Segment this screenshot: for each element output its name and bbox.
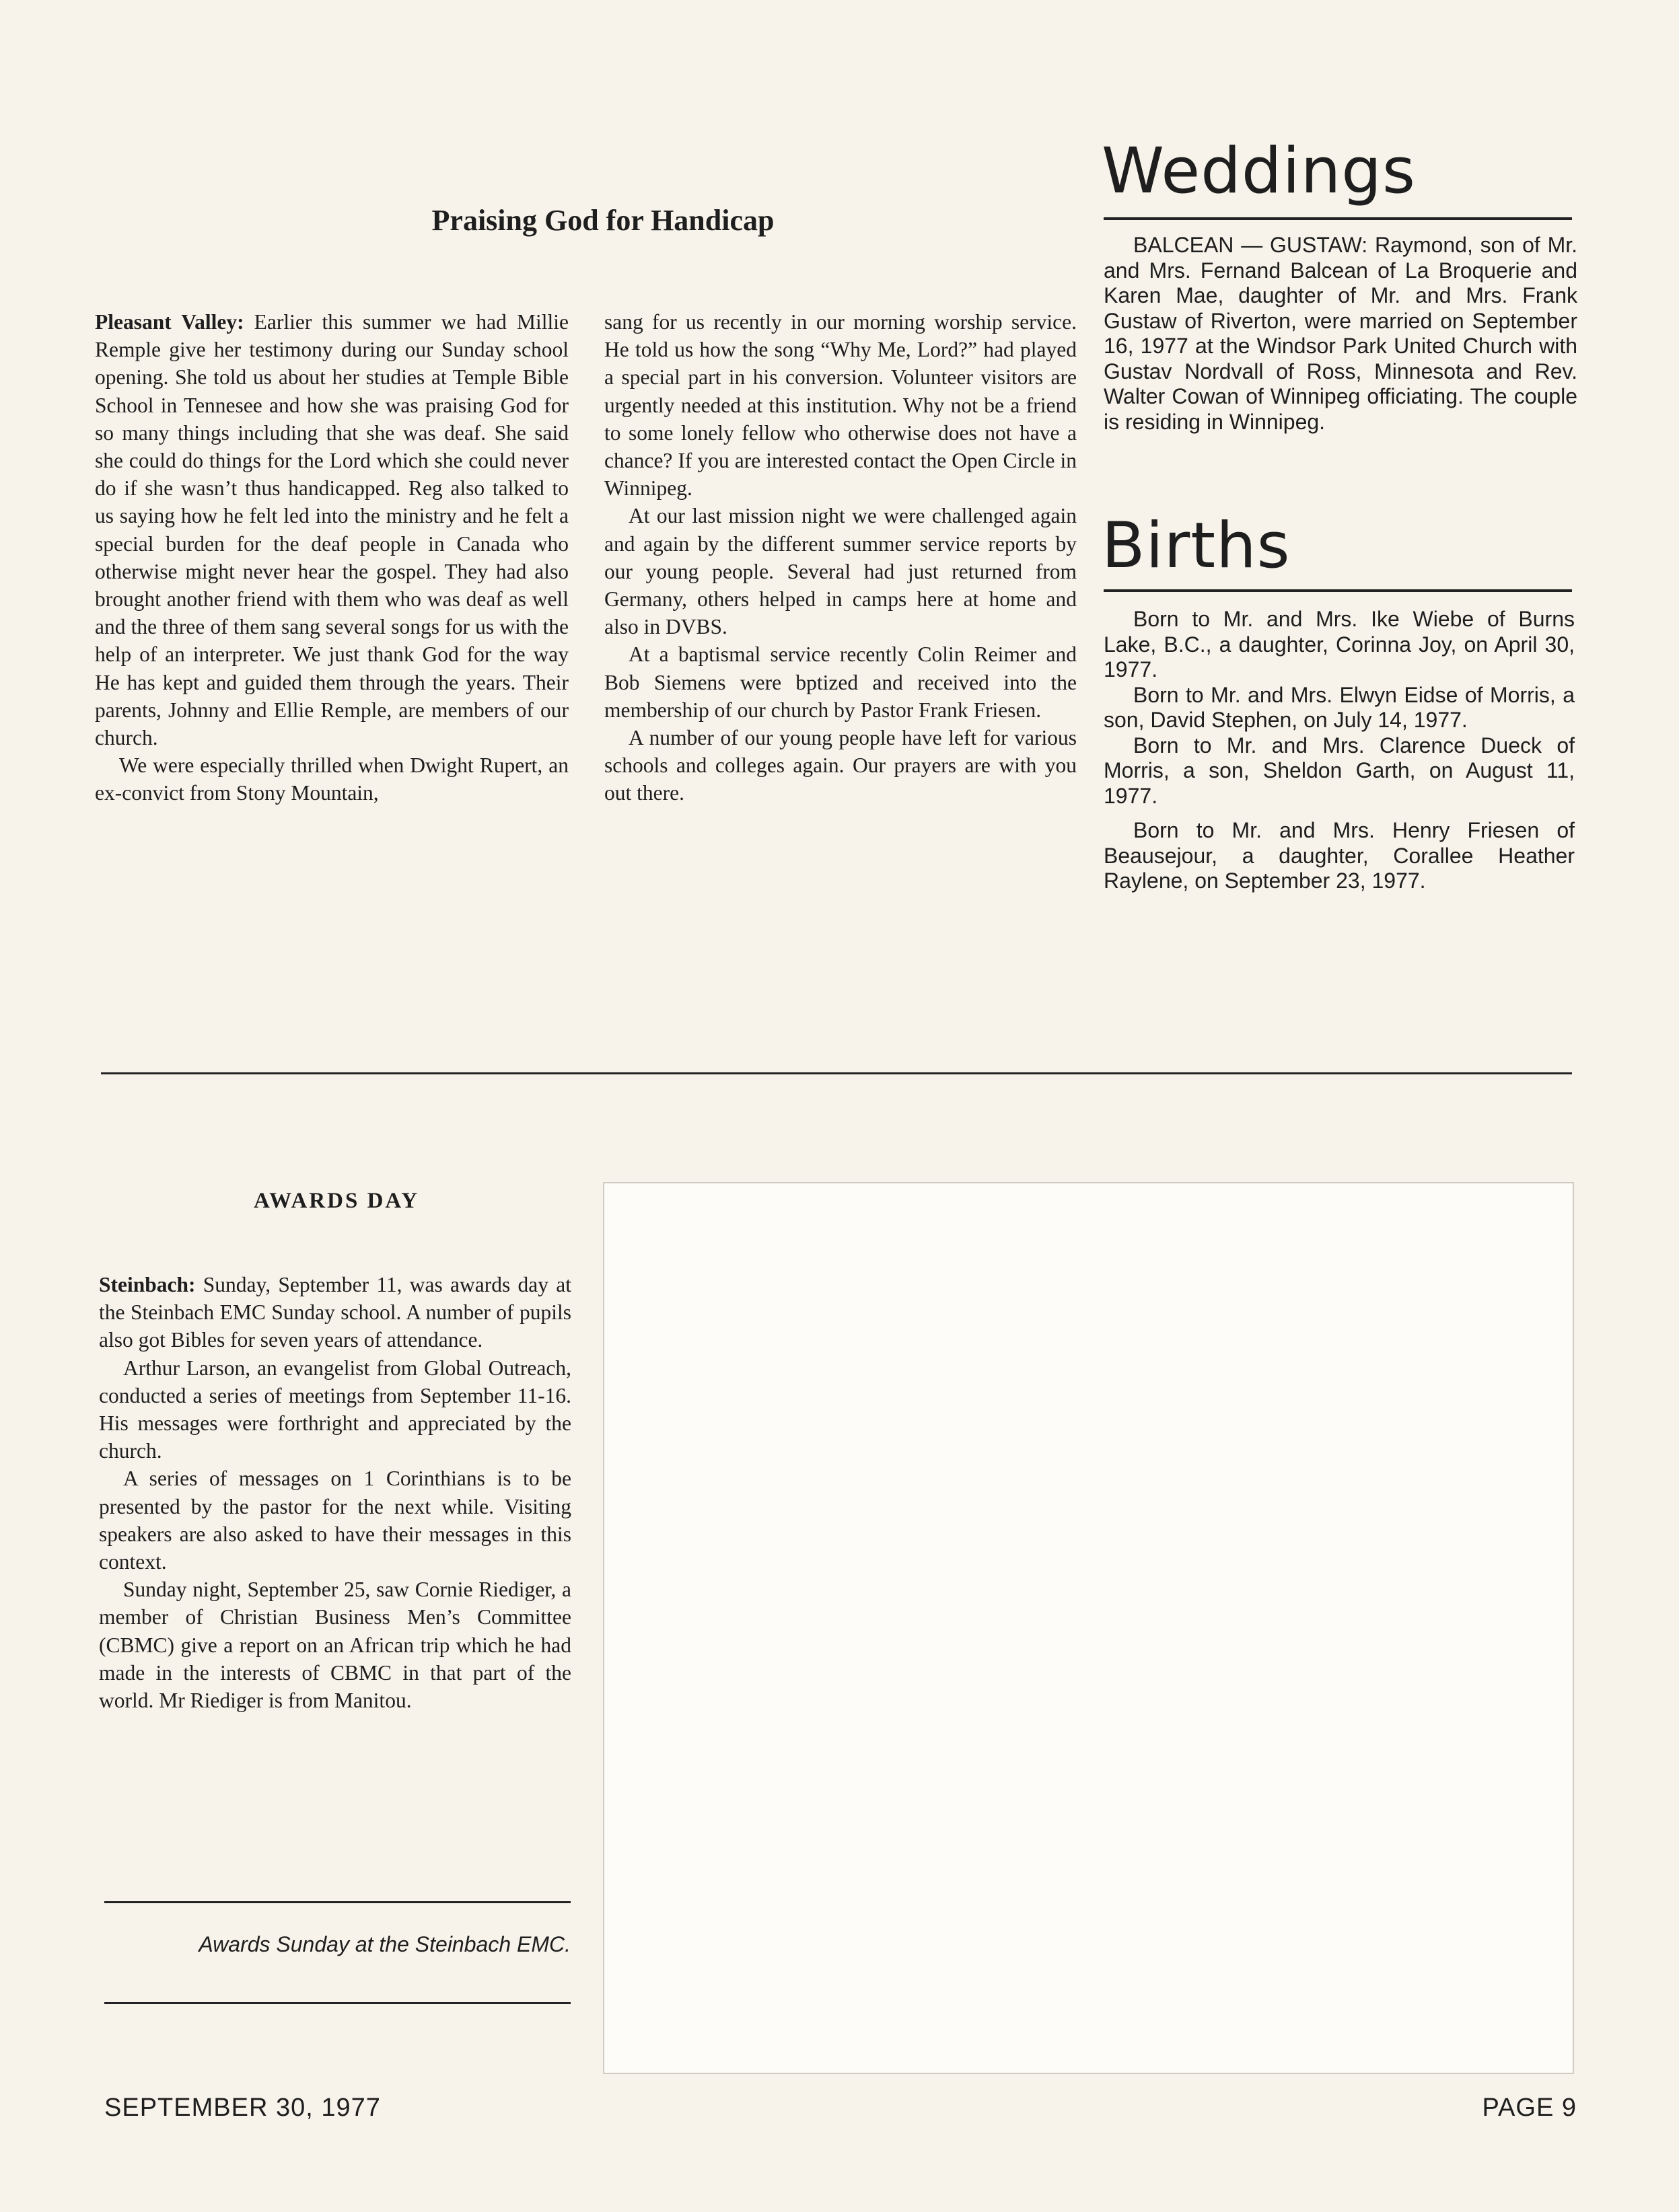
section-divider	[1104, 217, 1572, 220]
caption-rule	[104, 2002, 571, 2004]
paragraph-text: Sunday, September 11, was awards day at the Steinbach EMC Sunday school. A number of pupils also got Bibles for seven years of attendance.	[99, 1273, 571, 1352]
section-heading-weddings: Weddings	[1102, 135, 1416, 208]
dateline-location: Steinbach:	[99, 1273, 196, 1296]
dateline-location: Pleasant Valley:	[95, 310, 244, 334]
article-paragraph: At a baptismal service recently Colin Reimer and Bob Siemens were bptized and received into the membership of our church by Pastor Frank Friesen.	[604, 642, 1077, 722]
wedding-announcement	[1104, 233, 1577, 435]
article-paragraph: We were especially thrilled when Dwight Rupert, an ex-convict from Stony Mountain,	[95, 753, 569, 805]
page-divider	[101, 1072, 1572, 1074]
section-divider	[1104, 589, 1572, 592]
article-paragraph: A number of our young people have left for various schools and colleges again. Our prayers are with you out there.	[604, 726, 1077, 805]
article-paragraph: sang for us recently in our morning worship service. He told us how the song “Why Me, Lord?” had played a special part in his conversion. Volunteer visitors are urgently needed at this institution. Why not be a friend to some lonely fellow who otherwise does not have a chance? If you are interested contact the Open Circle in Winnipeg.	[604, 310, 1077, 501]
article-paragraph: Arthur Larson, an evangelist from Global Outreach, conducted a series of meetings from September 11-16. His messages were forthright and appreciated by the church.	[99, 1356, 571, 1463]
article-title-awards: AWARDS DAY	[253, 1189, 420, 1213]
article-paragraph: Sunday night, September 25, saw Cornie Riediger, a member of Christian Business Men’s Committee (CBMC) give a report on an African trip which he had made in the interests of CBMC in that part of the world. Mr Riediger is from Manitou.	[99, 1578, 571, 1713]
footer-date: SEPTEMBER 30, 1977	[104, 2094, 381, 2122]
article-paragraph: At our last mission night we were challenged again and again by the different summer service reports by our young people. Several had just returned from Germany, others helped in camps here at home and also in DVBS.	[604, 504, 1077, 639]
section-heading-births: Births	[1102, 509, 1291, 583]
article-column-1	[95, 308, 569, 807]
article-paragraph	[99, 1271, 571, 1354]
article-column-2	[604, 308, 1077, 807]
birth-item: Born to Mr. and Mrs. Henry Friesen of Beausejour, a daughter, Corallee Heather Raylene, on September 23, 1977.	[1104, 818, 1575, 893]
photo-placeholder	[603, 1182, 1574, 2074]
caption-rule	[104, 1901, 571, 1903]
announcement-text: BALCEAN — GUSTAW: Raymond, son of Mr. and Mrs. Fernand Balcean of La Broquerie and Karen Mae, daughter of Mr. and Mrs. Frank Gustaw of Riverton, were married on September 16, 1977 at the Windsor Park United Church with Gustav Nordvall of Ross, Minnesota and Rev. Walter Cowan of Winnipeg officiating. The couple is residing in Winnipeg.	[1104, 233, 1577, 434]
birth-item: Born to Mr. and Mrs. Ike Wiebe of Burns Lake, B.C., a daughter, Corinna Joy, on April 30, 1977.	[1104, 607, 1575, 681]
awards-article	[99, 1271, 571, 1714]
birth-item: Born to Mr. and Mrs. Elwyn Eidse of Morris, a son, David Stephen, on July 14, 1977.	[1104, 682, 1575, 732]
article-paragraph: A series of messages on 1 Corinthians is to be presented by the pastor for the next while. Visiting speakers are also asked to have their messages in this context.	[99, 1467, 571, 1574]
birth-item: Born to Mr. and Mrs. Clarence Dueck of Morris, a son, Sheldon Garth, on August 11, 1977.	[1104, 733, 1575, 808]
article-title-praising: Praising God for Handicap	[431, 204, 775, 237]
article-paragraph	[95, 308, 569, 751]
page-number: PAGE 9	[1482, 2094, 1577, 2122]
birth-announcements	[1104, 607, 1575, 894]
photo-caption: Awards Sunday at the Steinbach EMC.	[199, 1932, 571, 1956]
paragraph-text: Earlier this summer we had Millie Remple give her testimony during our Sunday school opening. She told us about her studies at Temple Bible School in Tennesee and how she was praising God for so many things including that she was deaf. She said she could do things for the Lord which she could never do if she wasn’t thus handicapped. Reg also talked to us saying how he felt led into the ministry and he felt a special burden for the deaf people in Canada who otherwise might never hear the gospel. They had also brought another friend with them who was deaf as well and the three of them sang several songs for us with the help of an interpreter. We just thank God for the way He has kept and guided them through the years. Their parents, Johnny and Ellie Remple, are members of our church.	[95, 310, 569, 750]
